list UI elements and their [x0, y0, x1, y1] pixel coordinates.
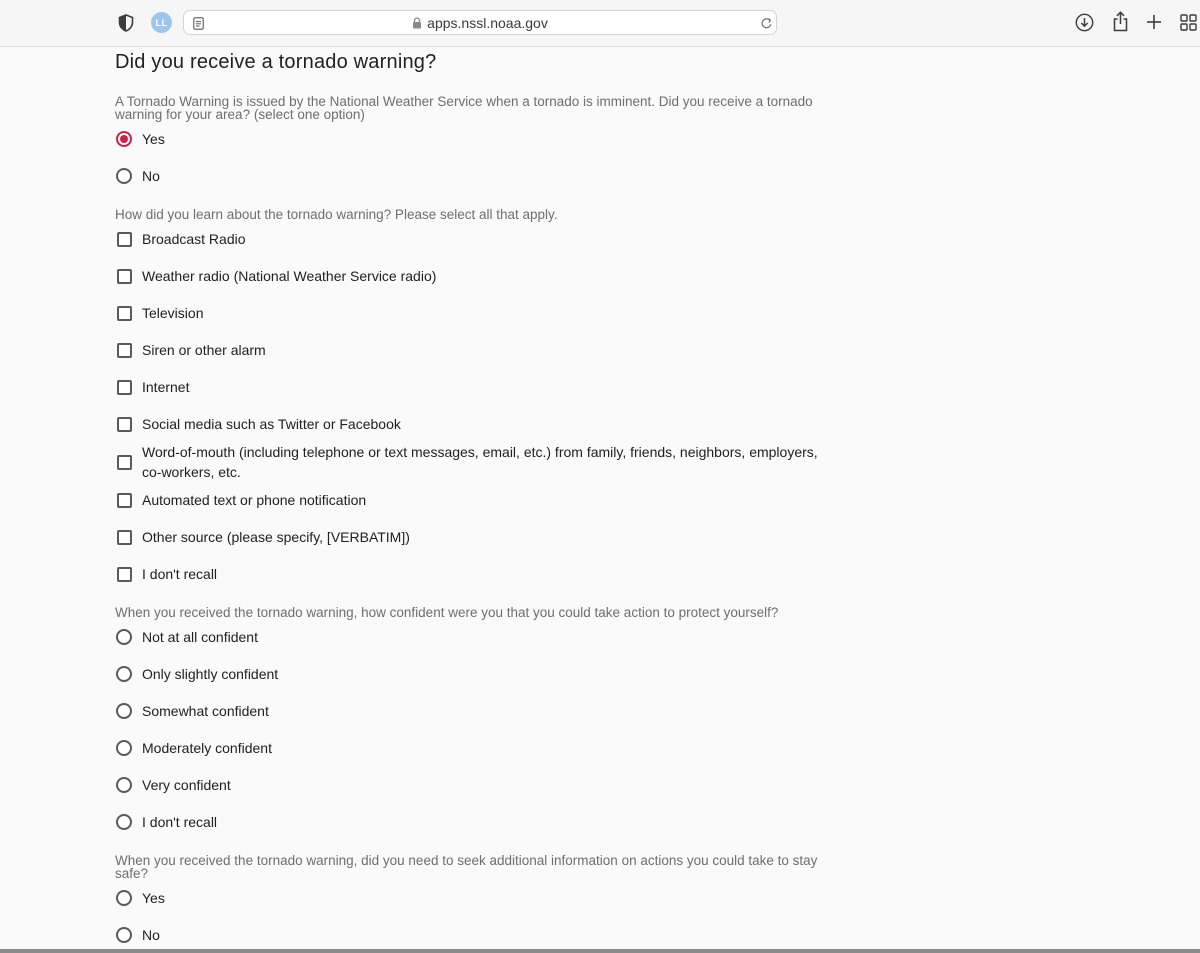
option-very-confident[interactable] — [115, 775, 825, 795]
option-label: Moderately confident — [142, 740, 272, 756]
checkbox[interactable] — [117, 567, 132, 582]
lock-icon — [412, 17, 422, 29]
option-label: Only slightly confident — [142, 666, 279, 682]
radio-button[interactable] — [116, 814, 132, 830]
checkbox[interactable] — [117, 493, 132, 508]
radio-button[interactable] — [116, 629, 132, 645]
option-word-of-mouth[interactable] — [115, 442, 825, 482]
option-label: Word-of-mouth (including telephone or text messages, email, etc.) from family, friends, neighbors, employers, co-workers, etc. — [142, 444, 818, 480]
privacy-shield-icon[interactable] — [117, 13, 135, 33]
option-received-yes[interactable] — [115, 129, 825, 149]
option-label: No — [142, 927, 160, 943]
option-label: Automated text or phone notification — [142, 492, 367, 508]
downloads-icon[interactable] — [1074, 12, 1094, 32]
option-label: Television — [142, 305, 204, 321]
option-label: Very confident — [142, 777, 231, 793]
option-label: I don't recall — [142, 814, 218, 830]
checkbox[interactable] — [117, 417, 132, 432]
option-other-source[interactable] — [115, 527, 825, 547]
option-weather-radio[interactable] — [115, 266, 825, 286]
option-dont-recall-source[interactable] — [115, 564, 825, 584]
option-label: Yes — [142, 131, 165, 147]
radio-button[interactable] — [116, 890, 132, 906]
radio-button[interactable] — [116, 740, 132, 756]
radio-button[interactable] — [116, 168, 132, 184]
option-dont-recall-confidence[interactable] — [115, 812, 825, 832]
option-only-slightly-confident[interactable] — [115, 664, 825, 684]
option-label: Somewhat confident — [142, 703, 269, 719]
checkbox[interactable] — [117, 343, 132, 358]
option-internet[interactable] — [115, 377, 825, 397]
option-siren[interactable] — [115, 340, 825, 360]
option-television[interactable] — [115, 303, 825, 323]
option-additional-info-no[interactable] — [115, 925, 825, 945]
option-received-no[interactable] — [115, 166, 825, 186]
option-broadcast-radio[interactable] — [115, 229, 825, 249]
address-bar[interactable] — [183, 10, 777, 35]
option-label: Other source (please specify, [VERBATIM]) — [142, 529, 410, 545]
checkbox[interactable] — [117, 455, 132, 470]
question-additional-information: When you received the tornado warning, did you need to seek additional information on actions you could take to stay safe? — [115, 853, 818, 881]
radio-button[interactable] — [116, 927, 132, 943]
checkbox[interactable] — [117, 306, 132, 321]
profile-avatar[interactable]: LL — [151, 12, 172, 33]
option-not-at-all-confident[interactable] — [115, 627, 825, 647]
checkbox[interactable] — [117, 269, 132, 284]
option-label: Internet — [142, 379, 190, 395]
checkbox[interactable] — [117, 232, 132, 247]
browser-toolbar — [0, 0, 1200, 47]
question-received-warning: A Tornado Warning is issued by the National Weather Service when a tornado is imminent. Did you receive a tornado warning for your area? (select one option) — [115, 94, 813, 122]
radio-button[interactable] — [116, 666, 132, 682]
option-social-media[interactable] — [115, 414, 825, 434]
option-additional-info-yes[interactable] — [115, 888, 825, 908]
radio-button[interactable] — [116, 703, 132, 719]
question-warning-source: How did you learn about the tornado warning? Please select all that apply. — [115, 207, 558, 222]
option-label: Siren or other alarm — [142, 342, 266, 358]
option-label: Social media such as Twitter or Facebook — [142, 416, 401, 432]
share-icon[interactable] — [1110, 10, 1130, 32]
option-label: Weather radio (National Weather Service radio) — [142, 268, 437, 284]
tab-overview-icon[interactable] — [1178, 12, 1198, 32]
option-automated-notification[interactable] — [115, 490, 825, 510]
checkbox[interactable] — [117, 380, 132, 395]
option-label: No — [142, 168, 160, 184]
option-somewhat-confident[interactable] — [115, 701, 825, 721]
radio-button[interactable] — [116, 777, 132, 793]
url-text[interactable]: apps.nssl.noaa.gov — [427, 14, 548, 31]
question-confidence: When you received the tornado warning, how confident were you that you could take action to protect yourself? — [115, 605, 779, 620]
survey-form — [0, 46, 1200, 953]
option-label: Yes — [142, 890, 165, 906]
checkbox[interactable] — [117, 530, 132, 545]
option-moderately-confident[interactable] — [115, 738, 825, 758]
reload-icon[interactable] — [759, 16, 773, 30]
option-label: Broadcast Radio — [142, 231, 246, 247]
window-bottom-edge — [0, 949, 1200, 953]
option-label: Not at all confident — [142, 629, 258, 645]
radio-button-selected[interactable] — [116, 131, 132, 147]
new-tab-plus-icon[interactable] — [1144, 12, 1164, 32]
page-title: Did you receive a tornado warning? — [115, 51, 437, 73]
option-label: I don't recall — [142, 566, 218, 582]
